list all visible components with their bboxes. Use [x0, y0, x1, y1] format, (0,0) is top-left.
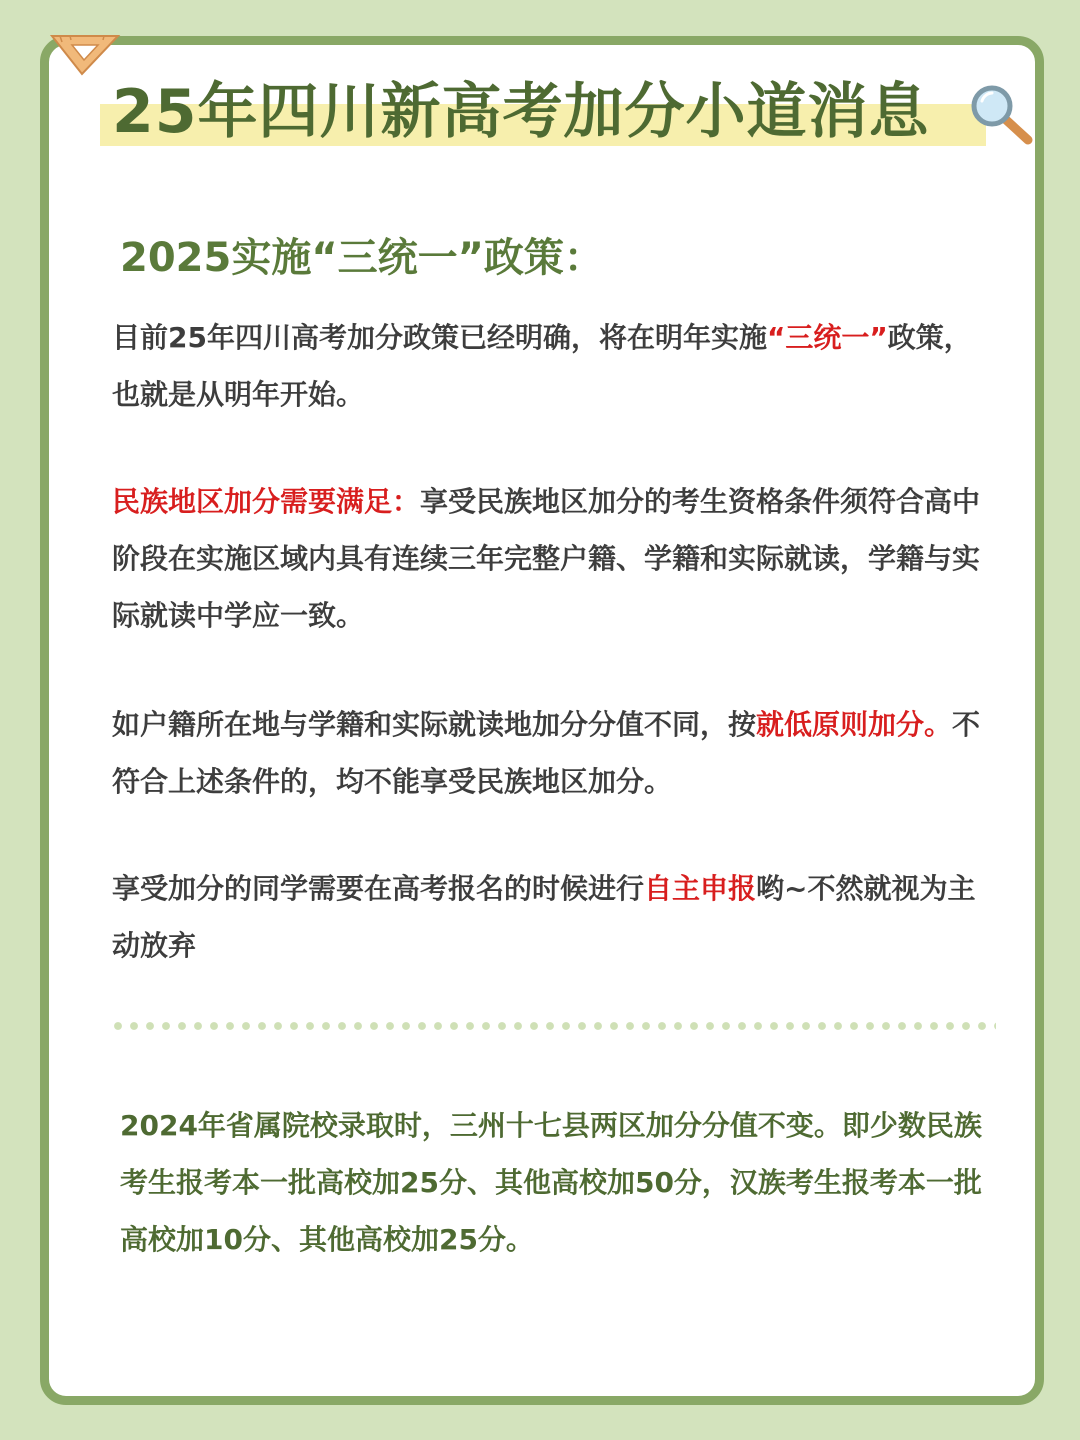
self-declare-paragraph [112, 860, 992, 974]
ethnic-area-highlight: 民族地区加分需要满足： [112, 485, 421, 518]
policy-text: 目前25年四川高考加分政策已经明确，将在明年实施 [112, 321, 767, 354]
ethnic-area-text: 享受民族地区加分的考生资格条件须符合高中阶段在实施区域内具有连续三年完整户籍、学籍和实际就读，学籍与实际就读中学应一致。 [112, 485, 981, 632]
page-title: 25年四川新高考加分小道消息 [112, 77, 930, 147]
magnifier-icon [968, 84, 1034, 146]
lower-principle-text-end: 不符合上述条件的，均不能享受民族地区加分。 [112, 708, 981, 798]
lower-principle-highlight: 就低原则加分。 [756, 708, 953, 741]
lower-principle-text: 如户籍所在地与学籍和实际就读地加分分值不同，按 [112, 708, 757, 741]
self-declare-text-end: 哟~不然就视为主动放弃 [112, 872, 976, 962]
bonus-note-paragraph: 2024年省属院校录取时，三州十七县两区加分分值不变。即少数民族考生报考本一批高校加25分、其他高校加50分，汉族考生报考本一批高校加10分、其他高校加25分。 [120, 1109, 982, 1256]
self-declare-highlight: 自主申报 [644, 872, 757, 905]
dotted-divider [110, 1021, 996, 1031]
self-declare-text: 享受加分的同学需要在高考报名的时候进行 [112, 872, 645, 905]
section-heading: 2025实施“三统一”政策： [120, 235, 604, 281]
lower-principle-paragraph [112, 696, 992, 810]
policy-text-end: 政策，也就是从明年开始。 [112, 321, 972, 411]
policy-paragraph [112, 309, 992, 423]
ruler-icon [46, 32, 122, 78]
policy-highlight: “三统一” [766, 321, 888, 354]
ethnic-area-paragraph [112, 473, 992, 644]
